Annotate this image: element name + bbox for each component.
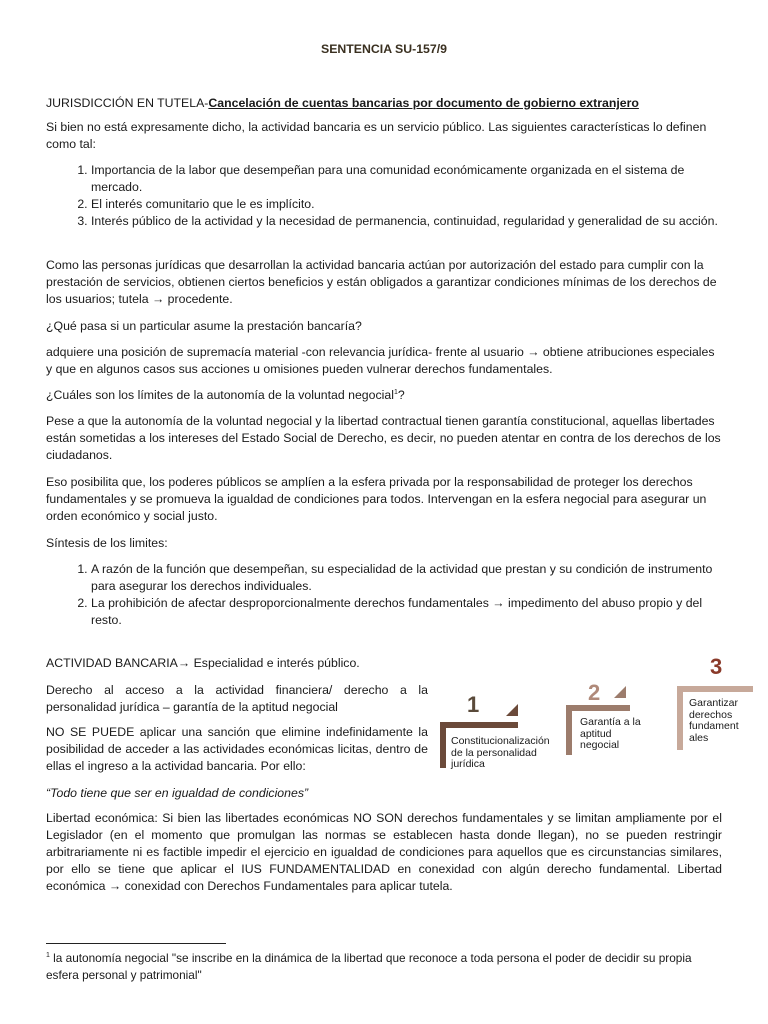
- footnote: [46, 950, 706, 984]
- footnote-mark: 1: [46, 952, 50, 960]
- sintesis-text: Síntesis de los limites:: [46, 536, 168, 550]
- list-characteristics: [46, 162, 722, 230]
- step-number: 3: [710, 654, 723, 679]
- paragraph-libertad-economica: [46, 810, 722, 895]
- step-label-line: ales: [689, 731, 709, 744]
- step-label-line: fundament: [689, 720, 739, 732]
- step-label: [580, 717, 641, 752]
- list-item: [91, 595, 722, 629]
- section-text: Especialidad e interés público.: [190, 656, 360, 670]
- paragraph-text: adquiere una posición de supremacía material -con relevancia jurídica- frente al usuario: [46, 345, 528, 359]
- step-bar: [677, 686, 683, 750]
- heading-bold-title: Cancelación de cuentas bancarias por documento de gobierno extranjero: [208, 96, 639, 110]
- list-limites: [46, 561, 722, 629]
- question-particular: [46, 318, 722, 335]
- paragraph-intro: [46, 119, 722, 153]
- step-label-line: derechos: [689, 708, 733, 721]
- arrow-icon: →: [177, 656, 191, 670]
- paragraph-text: Derecho al acceso a la actividad financiera/ derecho a la personalidad jurídica – garantía de la aptitud negocial: [46, 683, 428, 714]
- list-item-text: impedimento del abuso propio y del resto.: [91, 596, 703, 627]
- question-text: ¿Qué pasa si un particular asume la prestación bancaría?: [46, 319, 362, 333]
- arrow-icon: →: [492, 596, 505, 610]
- question-end: ?: [397, 388, 405, 402]
- footnote-text: la autonomía negocial "se inscribe en la dinámica de la libertad que reconoce a toda persona el poder de decidir su propia esfera personal y patrimonial": [46, 951, 692, 982]
- quote: [46, 785, 722, 802]
- paragraph-text: NO SE PUEDE aplicar una sanción que elimine indefinidamente la posibilidad de acceder a las actividades económicas licitas, dentro de ellas el ingreso a la actividad bancaria. Por ello:: [46, 725, 428, 773]
- sintesis-label: [46, 535, 722, 552]
- list-item-text: La prohibición de afectar desproporcionalmente derechos fundamentales: [91, 596, 493, 610]
- step-label-line: de la personalidad: [451, 746, 537, 759]
- paragraph-text: conexidad con Derechos Fundamentales para aplicar tutela.: [121, 879, 453, 893]
- paragraph-derecho-acceso: [46, 682, 428, 716]
- list-item: 3. Interés público de la actividad y la necesidad de permanencia, continuidad, regularidad y generalidad de su acción.: [91, 213, 722, 230]
- step-bar: [440, 722, 446, 768]
- step-bar: [440, 722, 518, 728]
- step-label-line: negocial: [580, 739, 620, 751]
- paragraph-poderes-publicos: [46, 474, 722, 525]
- paragraph-supremacia: [46, 344, 722, 378]
- paragraph-no-se-puede: [46, 724, 428, 775]
- section-label: ACTIVIDAD BANCARIA: [46, 656, 178, 670]
- step-label-line: aptitud: [580, 727, 612, 740]
- step-label-line: Constitucionalización: [451, 735, 550, 747]
- step-number: 2: [588, 680, 601, 705]
- step-number: 1: [467, 692, 480, 717]
- list-item: 1. Importancia de la labor que desempeñan para una comunidad económicamente organizada en el sistema de mercado.: [91, 162, 722, 196]
- step-bar: [677, 686, 753, 692]
- step-label: [689, 698, 739, 744]
- paragraph-text: Como las personas jurídicas que desarrollan la actividad bancaria actúan por autorización del estado para cumplir con la prestación de servicios, obtienen ciertos beneficios y están obligados a garantizar condiciones mínimas de los derechos de los usuarios; tutela: [46, 258, 717, 306]
- question-limites: [46, 387, 722, 404]
- paragraph-personas-juridicas: [46, 257, 722, 308]
- step-corner-marker: [506, 704, 518, 716]
- heading-line: [46, 95, 722, 112]
- heading-prefix: JURISDICCIÓN EN TUTELA-: [46, 96, 209, 110]
- question-text: ¿Cuáles son los límites de la autonomía de la voluntad negocial: [46, 388, 394, 402]
- list-item: 1. A razón de la función que desempeñan, su especialidad de la actividad que prestan y su condición de instrumento para asegurar los derechos individuales.: [91, 561, 722, 595]
- paragraph-text: Eso posibilita que, los poderes públicos se amplíen a la esfera privada por la responsabilidad de proteger los derechos fundamentales y se promueva la igualdad de condiciones para todos. Intervengan en la esfera negocial para asegurar un orden económico y social justo.: [46, 475, 707, 523]
- step-bar: [566, 705, 572, 755]
- arrow-icon: →: [108, 879, 122, 893]
- arrow-icon: →: [151, 292, 165, 306]
- step-label-line: Garantía a la: [580, 716, 641, 728]
- paragraph-text: obtiene atribuciones especiales y que en algunos casos sus acciones u omisiones pueden vulnerar derechos fundamentales.: [46, 345, 715, 376]
- paragraph-text: Si bien no está expresamente dicho, la actividad bancaria es un servicio público. Las siguientes características lo definen como tal:: [46, 120, 707, 151]
- paragraph-text: Pese a que la autonomía de la voluntad negocial y la libertad contractual tienen garantía constitucional, aquellas libertades están sometidas a los intereses del Estado Social de Derecho, es decir, no pueden atentar en contra de los derechos de los ciudadanos.: [46, 414, 721, 462]
- quote-text: “Todo tiene que ser en igualdad de condiciones”: [46, 786, 309, 800]
- step-label-line: jurídica: [451, 758, 485, 770]
- step-label: [451, 736, 550, 771]
- document-title: SENTENCIA SU-157/9: [321, 42, 447, 56]
- arrow-icon: →: [527, 345, 540, 359]
- step-bar: [566, 705, 630, 711]
- paragraph-autonomia: [46, 413, 722, 464]
- footnote-reference[interactable]: 1: [393, 388, 398, 396]
- paragraph-text: Libertad económica: Si bien las libertades económicas NO SON derechos fundamentales y se limitan ampliamente por el Legislador (en el momento que promulgan las normas se establecen hasta donde llegan), no se pueden restringir arbitrariamente ni es factible impedir el ejercicio en igualdad de condiciones para aquellos que es circunstancias similares, por ello se tiene que aplicar el IUS FUNDAMENTALIDAD en conexidad con algún derecho fundamental. Libertad económica: [46, 811, 722, 893]
- list-item: 2. El interés comunitario que le es implícito.: [91, 196, 722, 213]
- paragraph-text: procedente.: [164, 292, 233, 306]
- step-corner-marker: [614, 686, 626, 698]
- footnote-divider: [46, 943, 226, 944]
- steps-diagram: [440, 652, 760, 782]
- step-label-line: Garantizar: [689, 697, 739, 709]
